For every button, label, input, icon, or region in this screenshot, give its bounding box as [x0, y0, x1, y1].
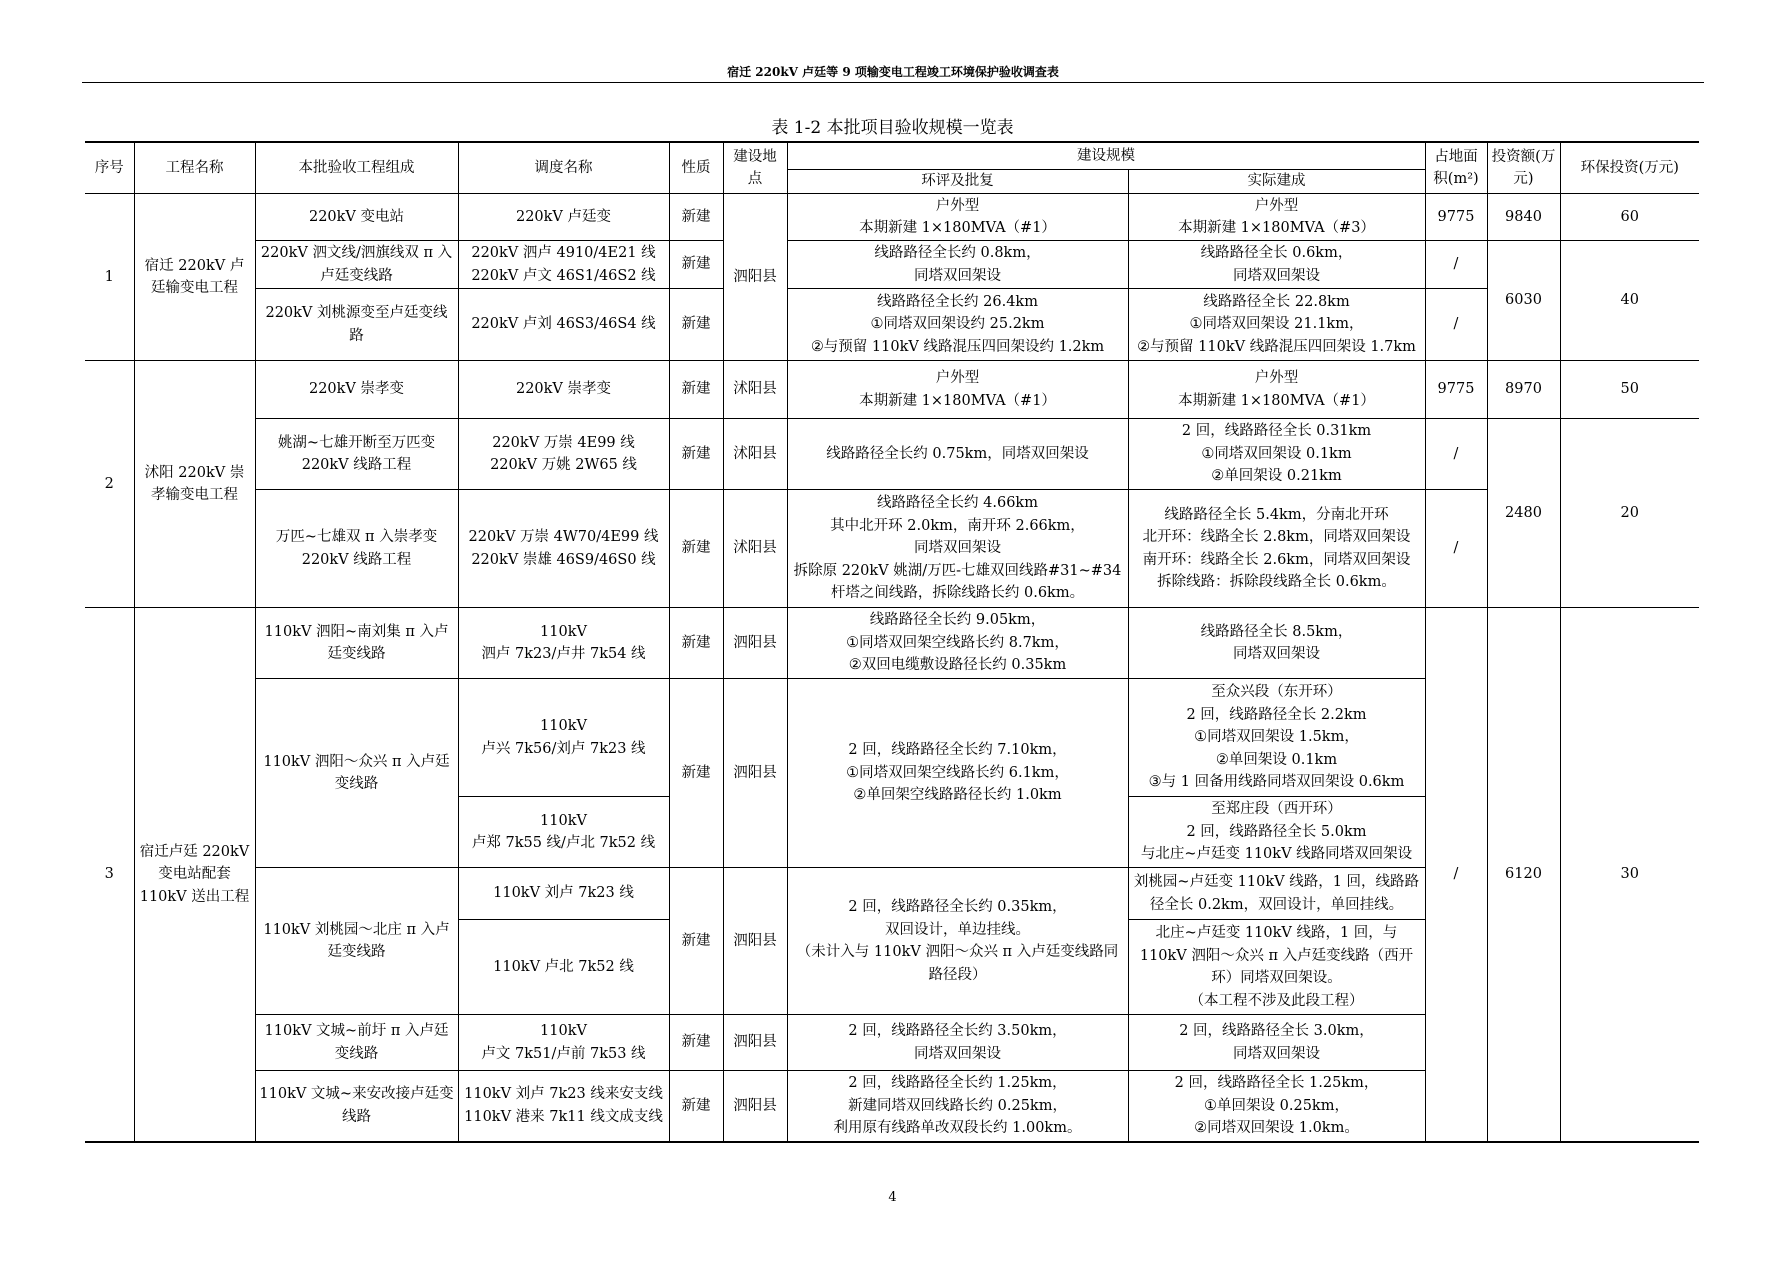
area-cell: / [1425, 241, 1487, 289]
area-cell: / [1425, 490, 1487, 608]
table-title: 表 1-2 本批项目验收规模一览表 [771, 118, 1014, 138]
actual-cell: 北庄~卢廷变 110kV 线路，1 回，与 110kV 泗阳～众兴 π 入卢廷变线路（西开环）同塔双回架设。 （本工程不涉及此段工程） [1128, 920, 1425, 1015]
location-cell: 泗阳县 [723, 868, 787, 1015]
table-row [85, 608, 1699, 679]
dispatch-cell: 220kV 泗卢 4910/4E21 线 220kV 卢文 46S1/46S2 线 [458, 241, 669, 289]
acceptance-scale-table [85, 141, 1699, 1143]
location-cell: 沭阳县 [723, 490, 787, 608]
env-invest-cell: 20 [1560, 419, 1699, 608]
nature-cell: 新建 [669, 868, 723, 1015]
dispatch-cell: 110kV 卢文 7k51/卢前 7k53 线 [458, 1015, 669, 1071]
eia-cell: 2 回，线路路径全长约 1.25km， 新建同塔双回线路长约 0.25km， 利用原有线路单改双段长约 1.00km。 [787, 1071, 1128, 1142]
env-invest-cell: 40 [1560, 241, 1699, 361]
col-header-area: 占地面积(m²) [1425, 142, 1487, 194]
actual-cell: 线路路径全长 22.8km ①同塔双回架设 21.1km， ②与预留 110kV 线路混压四回架设 1.7km [1128, 289, 1425, 361]
col-header-seq: 序号 [85, 142, 134, 194]
project-cell: 沭阳 220kV 崇孝输变电工程 [134, 361, 255, 608]
dispatch-cell: 220kV 万崇 4E99 线 220kV 万姚 2W65 线 [458, 419, 669, 490]
project-cell: 宿迁卢廷 220kV 变电站配套 110kV 送出工程 [134, 608, 255, 1142]
component-cell: 110kV 泗阳～众兴 π 入卢廷变线路 [255, 679, 458, 868]
component-cell: 220kV 泗文线/泗旗线双 π 入卢廷变线路 [255, 241, 458, 289]
component-cell: 110kV 文城~来安改接卢廷变线路 [255, 1071, 458, 1142]
actual-cell: 2 回，线路路径全长 3.0km， 同塔双回架设 [1128, 1015, 1425, 1071]
col-header-scale: 建设规模 [787, 142, 1425, 170]
component-cell: 110kV 泗阳~南刘集 π 入卢廷变线路 [255, 608, 458, 679]
actual-cell: 线路路径全长 8.5km， 同塔双回架设 [1128, 608, 1425, 679]
location-cell: 泗阳县 [723, 608, 787, 679]
seq-cell: 3 [85, 608, 134, 1142]
actual-cell: 2 回，线路路径全长 1.25km， ①单回架设 0.25km， ②同塔双回架设 1.0km。 [1128, 1071, 1425, 1142]
actual-cell: 线路路径全长 0.6km， 同塔双回架设 [1128, 241, 1425, 289]
area-cell: / [1425, 419, 1487, 490]
col-header-dispatch: 调度名称 [458, 142, 669, 194]
col-header-location: 建设地点 [723, 142, 787, 194]
location-cell: 沭阳县 [723, 419, 787, 490]
component-cell: 姚湖~七雄开断至万匹变 220kV 线路工程 [255, 419, 458, 490]
location-cell: 泗阳县 [723, 1071, 787, 1142]
page-number: 4 [888, 1190, 897, 1205]
actual-cell: 至郑庄段（西开环） 2 回，线路路径全长 5.0km 与北庄~卢廷变 110kV 线路同塔双回架设 [1128, 797, 1425, 868]
location-cell: 泗阳县 [723, 679, 787, 868]
nature-cell: 新建 [669, 419, 723, 490]
location-cell: 泗阳县 [723, 194, 787, 361]
component-cell: 110kV 刘桃园～北庄 π 入卢廷变线路 [255, 868, 458, 1015]
dispatch-cell: 110kV 卢郑 7k55 线/卢北 7k52 线 [458, 797, 669, 868]
eia-cell: 线路路径全长约 0.75km，同塔双回架设 [787, 419, 1128, 490]
col-header-project: 工程名称 [134, 142, 255, 194]
invest-cell: 2480 [1487, 419, 1560, 608]
dispatch-cell: 110kV 卢北 7k52 线 [458, 920, 669, 1015]
actual-cell: 户外型 本期新建 1×180MVA（#3） [1128, 194, 1425, 241]
invest-cell: 6030 [1487, 241, 1560, 361]
dispatch-cell: 220kV 崇孝变 [458, 361, 669, 419]
col-header-actual: 实际建成 [1128, 170, 1425, 194]
nature-cell: 新建 [669, 1015, 723, 1071]
area-cell: 9775 [1425, 194, 1487, 241]
table-row [85, 289, 1699, 361]
col-header-components: 本批验收工程组成 [255, 142, 458, 194]
dispatch-cell: 110kV 刘卢 7k23 线 [458, 868, 669, 920]
nature-cell: 新建 [669, 361, 723, 419]
component-cell: 220kV 崇孝变 [255, 361, 458, 419]
dispatch-cell: 110kV 卢兴 7k56/刘卢 7k23 线 [458, 679, 669, 797]
nature-cell: 新建 [669, 289, 723, 361]
nature-cell: 新建 [669, 679, 723, 868]
dispatch-cell: 220kV 卢刘 46S3/46S4 线 [458, 289, 669, 361]
area-cell: 9775 [1425, 361, 1487, 419]
location-cell: 泗阳县 [723, 1015, 787, 1071]
component-cell: 220kV 变电站 [255, 194, 458, 241]
eia-cell: 2 回，线路路径全长约 7.10km， ①同塔双回架空线路长约 6.1km， ②单回架空线路路径长约 1.0km [787, 679, 1128, 868]
col-header-env-invest: 环保投资(万元) [1560, 142, 1699, 194]
col-header-eia: 环评及批复 [787, 170, 1128, 194]
actual-cell: 2 回，线路路径全长 0.31km ①同塔双回架设 0.1km ②单回架设 0.21km [1128, 419, 1425, 490]
env-invest-cell: 30 [1560, 608, 1699, 1142]
dispatch-cell: 110kV 泗卢 7k23/卢井 7k54 线 [458, 608, 669, 679]
eia-cell: 2 回，线路路径全长约 3.50km， 同塔双回架设 [787, 1015, 1128, 1071]
nature-cell: 新建 [669, 490, 723, 608]
invest-cell: 6120 [1487, 608, 1560, 1142]
nature-cell: 新建 [669, 194, 723, 241]
actual-cell: 至众兴段（东开环） 2 回，线路路径全长 2.2km ①同塔双回架设 1.5km， ②单回架设 0.1km ③与 1 回备用线路同塔双回架设 0.6km [1128, 679, 1425, 797]
env-invest-cell: 50 [1560, 361, 1699, 419]
project-cell: 宿迁 220kV 卢廷输变电工程 [134, 194, 255, 361]
table-row [85, 361, 1699, 419]
invest-cell: 9840 [1487, 194, 1560, 241]
location-cell: 沭阳县 [723, 361, 787, 419]
dispatch-cell: 220kV 万崇 4W70/4E99 线 220kV 崇雄 46S9/46S0 线 [458, 490, 669, 608]
dispatch-cell: 220kV 卢廷变 [458, 194, 669, 241]
eia-cell: 线路路径全长约 4.66km 其中北开环 2.0km，南开环 2.66km， 同塔双回架设 拆除原 220kV 姚湖/万匹-七雄双回线路#31~#34 杆塔之间线路，拆除线路长约 0.6km。 [787, 490, 1128, 608]
actual-cell: 刘桃园~卢廷变 110kV 线路，1 回，线路路径全长 0.2km，双回设计，单回挂线。 [1128, 868, 1425, 920]
eia-cell: 2 回，线路路径全长约 0.35km， 双回设计，单边挂线。 （未计入与 110kV 泗阳～众兴 π 入卢廷变线路同路径段） [787, 868, 1128, 1015]
seq-cell: 1 [85, 194, 134, 361]
col-header-nature: 性质 [669, 142, 723, 194]
eia-cell: 线路路径全长约 9.05km， ①同塔双回架空线路长约 8.7km， ②双回电缆敷设路径长约 0.35km [787, 608, 1128, 679]
dispatch-cell: 110kV 刘卢 7k23 线来安支线 110kV 港来 7k11 线文成支线 [458, 1071, 669, 1142]
area-cell: / [1425, 608, 1487, 1142]
component-cell: 万匹~七雄双 π 入崇孝变 220kV 线路工程 [255, 490, 458, 608]
nature-cell: 新建 [669, 1071, 723, 1142]
table-row [85, 241, 1699, 289]
actual-cell: 线路路径全长 5.4km，分南北开环 北开环：线路全长 2.8km，同塔双回架设 南开环：线路全长 2.6km，同塔双回架设 拆除线路：拆除段线路全长 0.6km。 [1128, 490, 1425, 608]
env-invest-cell: 60 [1560, 194, 1699, 241]
seq-cell: 2 [85, 361, 134, 608]
eia-cell: 户外型 本期新建 1×180MVA（#1） [787, 194, 1128, 241]
page-header: 宿迁 220kV 卢廷等 9 项输变电工程竣工环境保护验收调查表 [82, 62, 1704, 83]
table-row [85, 419, 1699, 490]
nature-cell: 新建 [669, 608, 723, 679]
col-header-invest: 投资额(万元) [1487, 142, 1560, 194]
area-cell: / [1425, 289, 1487, 361]
actual-cell: 户外型 本期新建 1×180MVA（#1） [1128, 361, 1425, 419]
invest-cell: 8970 [1487, 361, 1560, 419]
component-cell: 220kV 刘桃源变至卢廷变线路 [255, 289, 458, 361]
table-row [85, 490, 1699, 608]
component-cell: 110kV 文城~前圩 π 入卢廷变线路 [255, 1015, 458, 1071]
eia-cell: 线路路径全长约 0.8km， 同塔双回架设 [787, 241, 1128, 289]
table-row [85, 194, 1699, 241]
eia-cell: 户外型 本期新建 1×180MVA（#1） [787, 361, 1128, 419]
nature-cell: 新建 [669, 241, 723, 289]
eia-cell: 线路路径全长约 26.4km ①同塔双回架设约 25.2km ②与预留 110kV 线路混压四回架设约 1.2km [787, 289, 1128, 361]
